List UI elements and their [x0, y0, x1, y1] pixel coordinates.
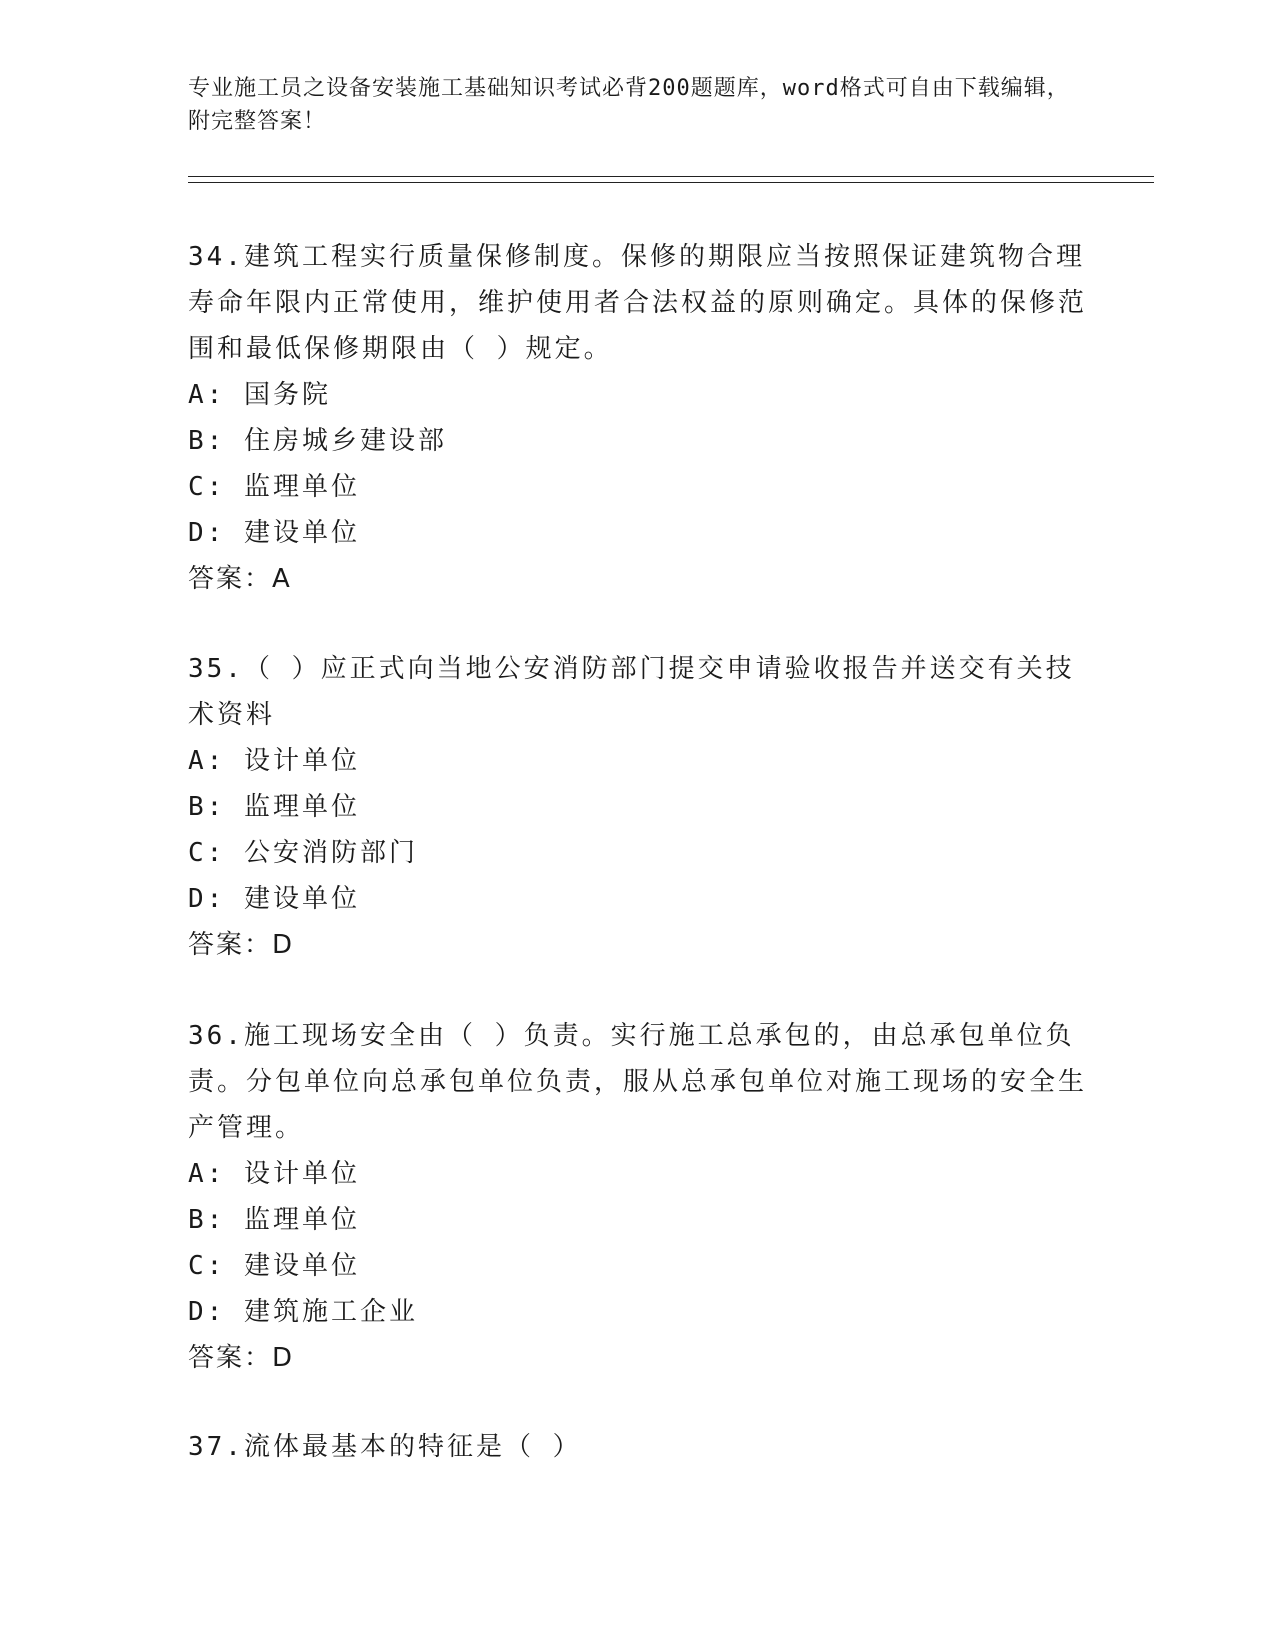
option-d: D: 建设单位 — [188, 518, 360, 548]
question-stem: 36.施工现场安全由（ ）负责。实行施工总承包的，由总承包单位负责。分包单位向总承包单位负责，服从总承包单位对施工现场的安全生产管理。 — [188, 1021, 1088, 1143]
option-b: B: 监理单位 — [188, 792, 360, 822]
question-37 — [188, 1424, 1088, 1470]
option-b: B: 监理单位 — [188, 1205, 360, 1235]
question-stem: 34.建筑工程实行质量保修制度。保修的期限应当按照保证建筑物合理寿命年限内正常使用，维护使用者合法权益的原则确定。具体的保修范围和最低保修期限由（ ）规定。 — [188, 242, 1088, 364]
option-d: D: 建筑施工企业 — [188, 1297, 418, 1327]
option-c: C: 建设单位 — [188, 1251, 360, 1281]
option-c: C: 监理单位 — [188, 472, 360, 502]
option-a: A: 设计单位 — [188, 746, 360, 776]
question-stem: 37.流体最基本的特征是（ ） — [188, 1432, 582, 1462]
question-36 — [188, 1013, 1088, 1381]
header-divider-top — [188, 176, 1154, 177]
answer: 答案：D — [188, 1343, 295, 1373]
option-a: A: 设计单位 — [188, 1159, 360, 1189]
option-a: A: 国务院 — [188, 380, 331, 410]
option-c: C: 公安消防部门 — [188, 838, 418, 868]
answer: 答案：D — [188, 930, 295, 960]
question-35 — [188, 646, 1088, 968]
question-stem: 35.（ ）应正式向当地公安消防部门提交申请验收报告并送交有关技术资料 — [188, 654, 1075, 730]
answer: 答案：A — [188, 564, 292, 594]
option-b: B: 住房城乡建设部 — [188, 426, 447, 456]
question-34 — [188, 234, 1088, 602]
option-d: D: 建设单位 — [188, 884, 360, 914]
document-header: 专业施工员之设备安装施工基础知识考试必背200题题库，word格式可自由下载编辑，附完整答案！ — [188, 76, 1070, 134]
header-divider-bottom — [188, 182, 1154, 183]
